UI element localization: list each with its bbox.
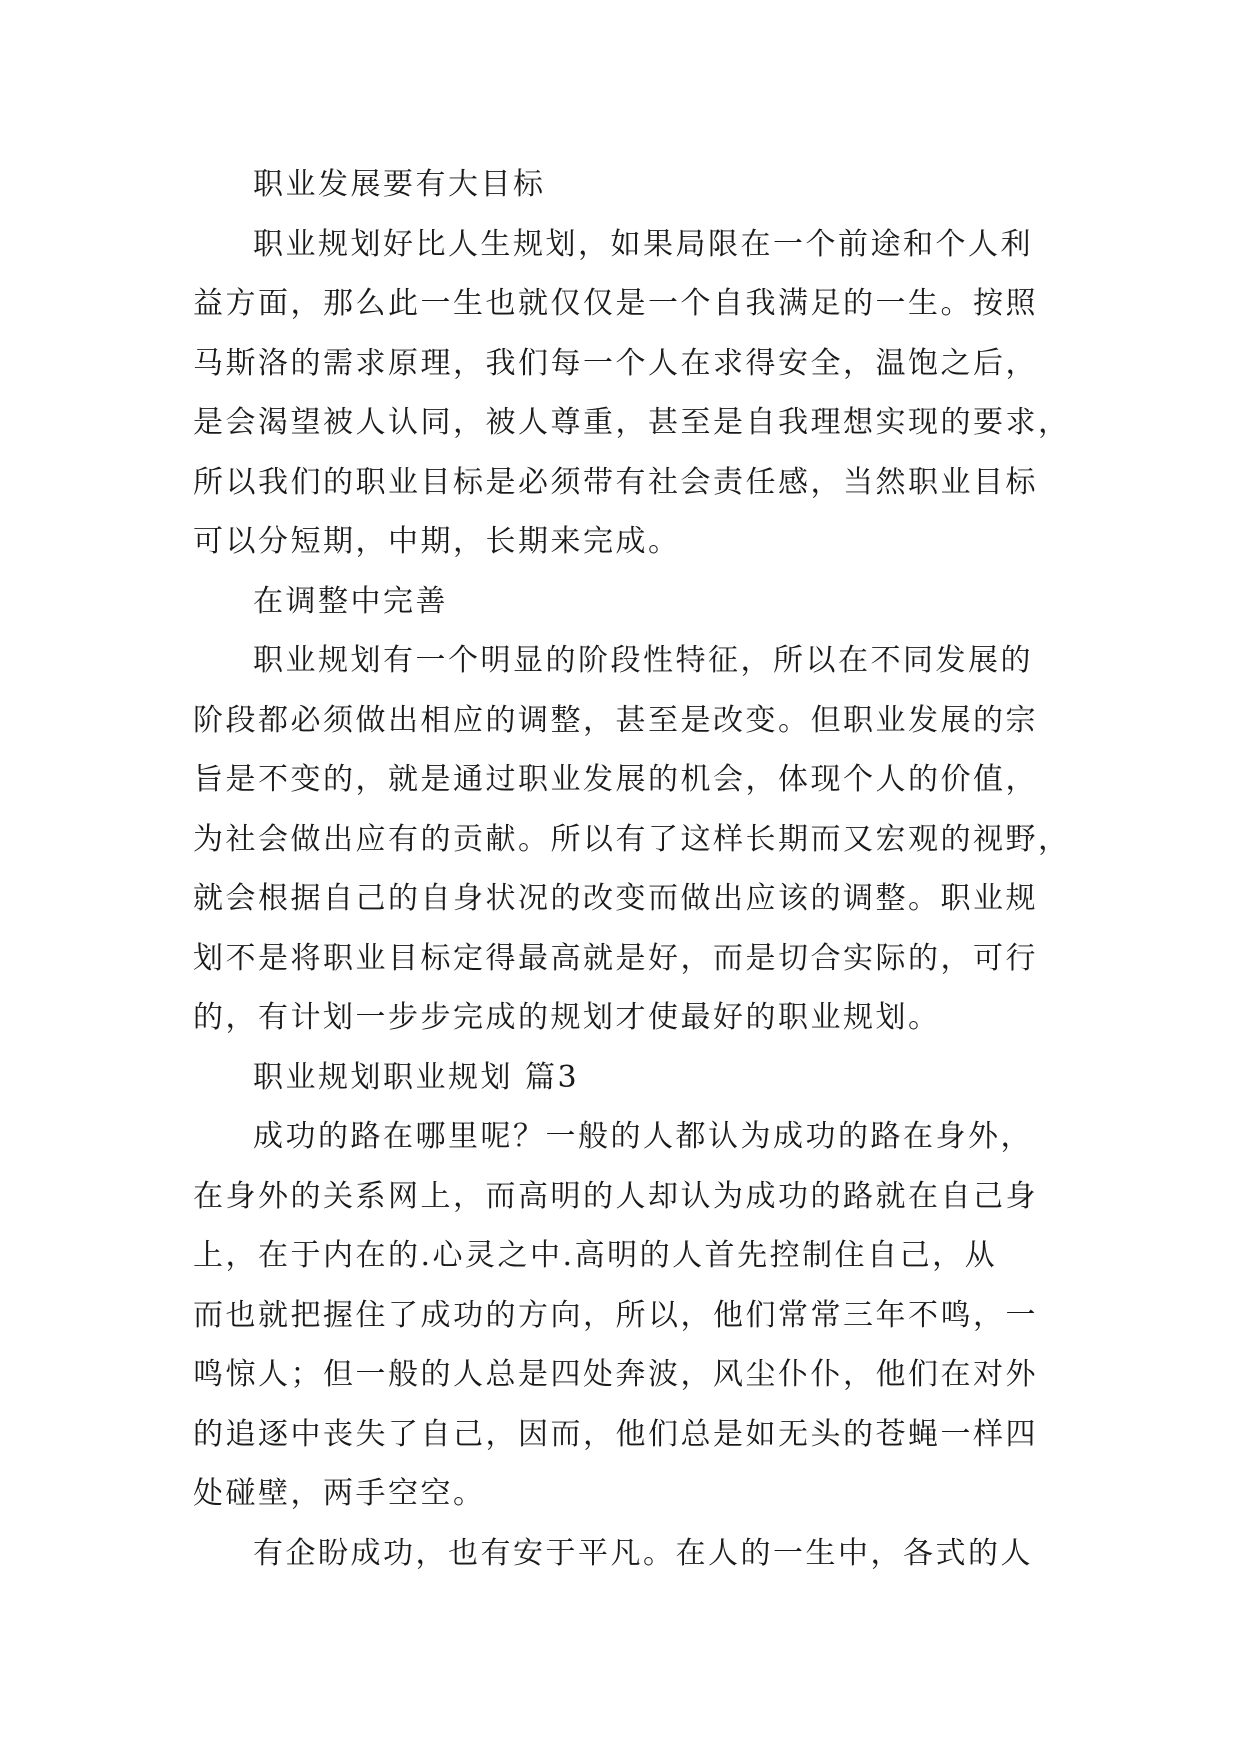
paragraph-line: 阶段都必须做出相应的调整，甚至是改变。但职业发展的宗 bbox=[193, 702, 1038, 738]
paragraph-line: 就会根据自己的自身状况的改变而做出应该的调整。职业规 bbox=[193, 881, 1038, 916]
paragraph-line: 职业规划有一个明显的阶段性特征，所以在不同发展的 bbox=[253, 643, 1033, 678]
paragraph-line: 在身外的关系网上，而高明的人却认为成功的路就在自己身 bbox=[193, 1178, 1038, 1214]
document-body bbox=[193, 155, 1071, 1583]
paragraph-line: 所以我们的职业目标是必须带有社会责任感，当然职业目标 bbox=[193, 464, 1038, 500]
paragraph-line: 上，在于内在的.心灵之中.高明的人首先控制住自己，从 bbox=[193, 1238, 998, 1273]
paragraph-line: 可以分短期，中期，长期来完成。 bbox=[193, 524, 681, 559]
section-heading: 职业发展要有大目标 bbox=[253, 167, 546, 202]
paragraph-line: 处碰壁，两手空空。 bbox=[193, 1476, 486, 1511]
paragraph-line: 有企盼成功，也有安于平凡。在人的一生中，各式的人 bbox=[253, 1535, 1033, 1571]
paragraph-line: 是会渴望被人认同，被人尊重，甚至是自我理想实现的要求， bbox=[193, 405, 1071, 440]
paragraph-line: 为社会做出应有的贡献。所以有了这样长期而又宏观的视野， bbox=[193, 821, 1071, 857]
paragraph-line: 鸣惊人；但一般的人总是四处奔波，风尘仆仆，他们在对外 bbox=[193, 1357, 1038, 1392]
paragraph-line: 的，有计划一步步完成的规划才使最好的职业规划。 bbox=[193, 1000, 941, 1035]
section-heading: 在调整中完善 bbox=[253, 583, 448, 619]
paragraph-line: 成功的路在哪里呢？一般的人都认为成功的路在身外， bbox=[253, 1119, 1033, 1154]
paragraph-line: 划不是将职业目标定得最高就是好，而是切合实际的，可行 bbox=[193, 940, 1038, 976]
paragraph-line: 旨是不变的，就是通过职业发展的机会，体现个人的价值， bbox=[193, 762, 1038, 797]
section-heading: 职业规划职业规划 篇3 bbox=[253, 1059, 580, 1095]
paragraph-line: 马斯洛的需求原理，我们每一个人在求得安全，温饱之后， bbox=[193, 345, 1038, 381]
paragraph-line: 的追逐中丧失了自己，因而，他们总是如无头的苍蝇一样四 bbox=[193, 1416, 1038, 1452]
paragraph-line: 益方面，那么此一生也就仅仅是一个自我满足的一生。按照 bbox=[193, 286, 1038, 321]
paragraph-line: 而也就把握住了成功的方向，所以，他们常常三年不鸣，一 bbox=[193, 1297, 1038, 1333]
paragraph-line: 职业规划好比人生规划，如果局限在一个前途和个人利 bbox=[253, 226, 1033, 262]
